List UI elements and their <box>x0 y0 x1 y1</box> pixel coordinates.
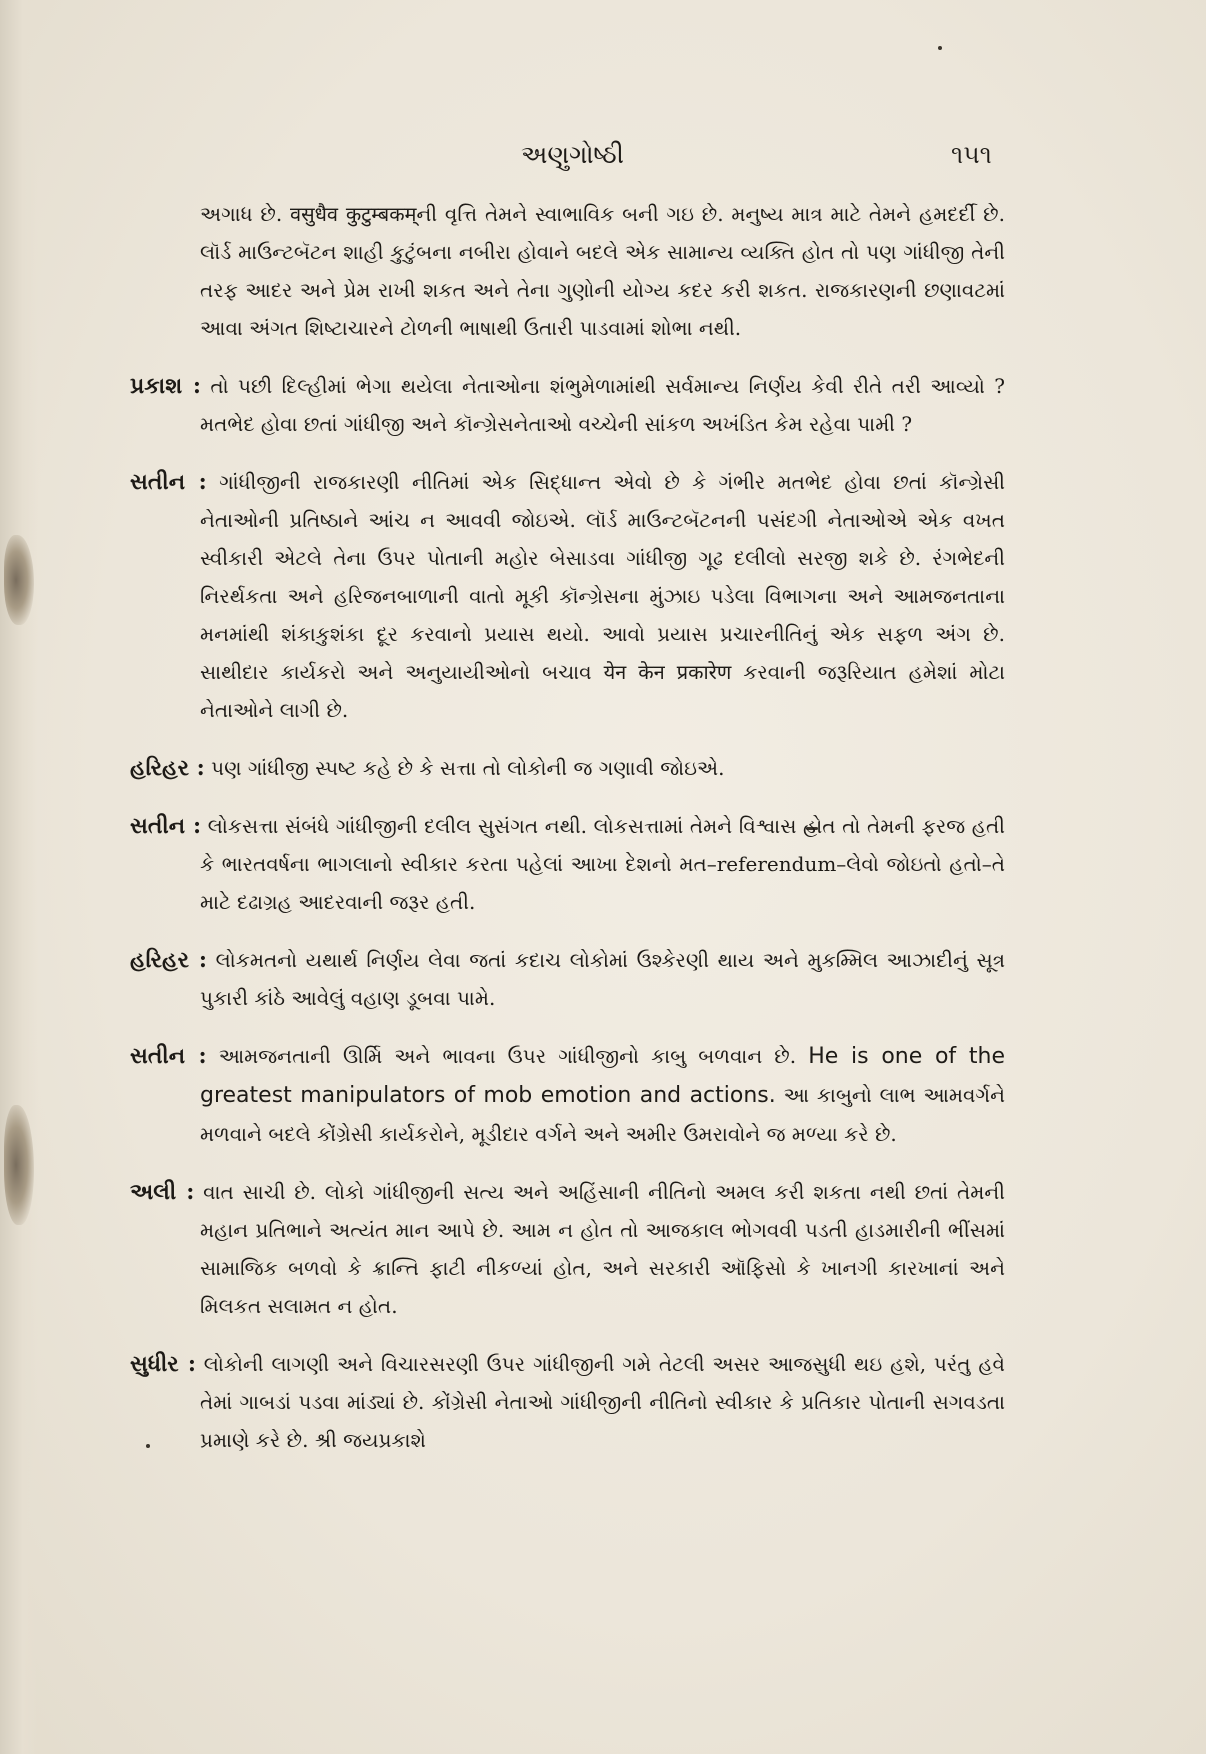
speech-text: લોકોની લાગણી અને વિચારસરણી ઉપર ગાંધીજીની ગમે તેટલી અસર આજસુધી થઇ હશે, પરંતુ હવે તેમાં ગાબડાં પડવા માંડ્યાં છે. કોંગ્રેસી નેતાઓ ગાંધીજીની નીતિનો સ્વીકાર કે પ્રતિકાર પોતાની સગવડતા પ્રમાણે કરે છે. શ્રી જયપ્રકાશે <box>200 1352 1006 1452</box>
page-body <box>130 195 1005 1479</box>
speech-text: વાત સાચી છે. લોકો ગાંધીજીની સત્ય અને અહિંસાની નીતિનો અમલ કરી શકતા નથી છતાં તેમની મહાન પ્રતિભાને અત્યંત માન આપે છે. આમ ન હોત તો આજકાલ ભોગવવી પડતી હાડમારીની ભીંસમાં સામાજિક બળવો કે ક્રાન્તિ ફાટી નીકળ્યાં હોત, અને સરકારી ઑફિસો કે ખાનગી કારખાનાં અને મિલકત સલામત ન હોત. <box>200 1180 1005 1318</box>
damaged-binding-edge <box>0 0 38 1754</box>
dialogue-turn-prakash <box>130 367 1005 443</box>
speaker-name: અલી : <box>130 1179 195 1205</box>
speaker-name: સતીન : <box>130 813 202 839</box>
speech-text: ગાંધીજીની રાજકારણી નીતિમાં એક સિદ્ધાન્ત એવો છે કે ગંભીર મતભેદ હોવા છતાં કૉન્ગ્રેસી નેતાઓની પ્રતિષ્ઠાને આંચ ન આવવી જોઇએ. લૉર્ડ માઉન્ટબૅટનની પસંદગી નેતાઓએ એક વખત સ્વીકારી એટલે તેના ઉપર પોતાની મહોર બેસાડવા ગાંધીજી ગૂઢ દલીલો સરજી શકે છે. રંગભેદની નિરર્થકતા અને હરિજનબાળાની વાતો મૂકી કૉન્ગ્રેસના મુંઝાઇ પડેલા વિભાગના અને આમજનતાના મનમાંથી શંકાકુશંકા દૂર કરવાનો પ્રયાસ થયો. આવો પ્રયાસ પ્રચારનીતિનું એક સફળ અંગ છે. સાથીદાર કાર્યકરો અને અનુયાયીઓનો બચાવ येन केन प्रकारेण કરવાની જરૂરિયાત હમેશાં મોટા નેતાઓને લાગી છે. <box>200 470 1005 722</box>
speaker-name: હરિહર : <box>130 947 208 973</box>
dialogue-turn-harihar <box>130 941 1005 1017</box>
speaker-name: સતીન : <box>130 1043 207 1069</box>
page-number: ૧૫૧ <box>951 140 992 169</box>
speech-text: આમજનતાની ઊર્મિ અને ભાવના ઉપર ગાંધીજીનો કાબુ બળવાન છે. <box>218 1044 797 1068</box>
dialogue-turn-harihar <box>130 749 1005 787</box>
speech-text: લોકમતનો યથાર્થ નિર્ણય લેવા જતાં કદાચ લોકોમાં ઉશ્કેરણી થાય અને મુકમ્મિલ આઝાદીનું સૂત્ર પુકારી કાંઠે આવેલું વહાણ ડૂબવા પામે. <box>200 948 1005 1010</box>
speaker-name: હરિહર : <box>130 755 205 781</box>
running-head: અણુગોષ્ઠી <box>521 140 624 169</box>
english-quote: He is one of the greatest manipulators of mob emotion and actions. <box>200 1044 1006 1108</box>
dialogue-turn-satin <box>130 463 1005 729</box>
opening-paragraph: અગાધ છે. वसुधैव कुटुम्बकम्ની વૃત્તિ તેમને સ્વાભાવિક બની ગઇ છે. મનુષ્ય માત્ર માટે તેમને હમદર્દી છે. લૉર્ડ માઉન્ટબૅટન શાહી કુટુંબના નબીરા હોવાને બદલે એક સામાન્ય વ્યક્તિ હોત તો પણ ગાંધીજી તેની તરફ આદર અને પ્રેમ રાખી શકત અને તેના ગુણોની યોગ્ય કદર કરી શકત. રાજકારણની છણાવટમાં આવા અંગત શિષ્ટાચારને ટોળની ભાષાથી ઉતારી પાડવામાં શોભા નથી. <box>200 202 1005 340</box>
dialogue-turn-ali <box>130 1173 1005 1325</box>
dialogue-turn-satin <box>130 1037 1005 1153</box>
speech-text: લોકસત્તા સંબંધે ગાંધીજીની દલીલ સુસંગત નથી. લોકસત્તામાં તેમને વિશ્વાસ હોત તો તેમની ફરજ હતી કે ભારતવર્ષના ભાગલાનો સ્વીકાર કરતા પહેલાં આખા દેશનો મત–referendum–લેવો જોઇતો હતો–તે માટે દઢાગ્રહ આદરવાની જરૂર હતી. <box>200 814 1005 914</box>
speech-text-continued: આ કાબુનો લાભ આમવર્ગને મળવાને બદલે કોંગ્રેસી કાર્યકરોને, મૂડીદાર વર્ગને અને અમીર ઉમરાવોને જ મળ્યા કરે છે. <box>200 1083 1005 1146</box>
dialogue-turn-sudhir <box>130 1345 1005 1459</box>
ink-speck <box>938 46 942 50</box>
speaker-name: પ્રકાશ : <box>130 373 201 399</box>
speaker-name: સુધીર : <box>130 1351 196 1377</box>
dialogue-turn-satin <box>130 807 1005 921</box>
speaker-name: સતીન : <box>130 469 207 495</box>
speech-text: તો પછી દિલ્હીમાં ભેગા થયેલા નેતાઓના શંભુમેળામાંથી સર્વમાન્ય નિર્ણય કેવી રીતે તરી આવ્યો ? મતભેદ હોવા છતાં ગાંધીજી અને કૉન્ગ્રેસનેતાઓ વચ્ચેની સાંકળ અખંડિત કેમ રહેવા પામી ? <box>200 374 1005 436</box>
speech-text: પણ ગાંધીજી સ્પષ્ટ કહે છે કે સત્તા તો લોકોની જ ગણાવી જોઇએ. <box>211 756 725 780</box>
